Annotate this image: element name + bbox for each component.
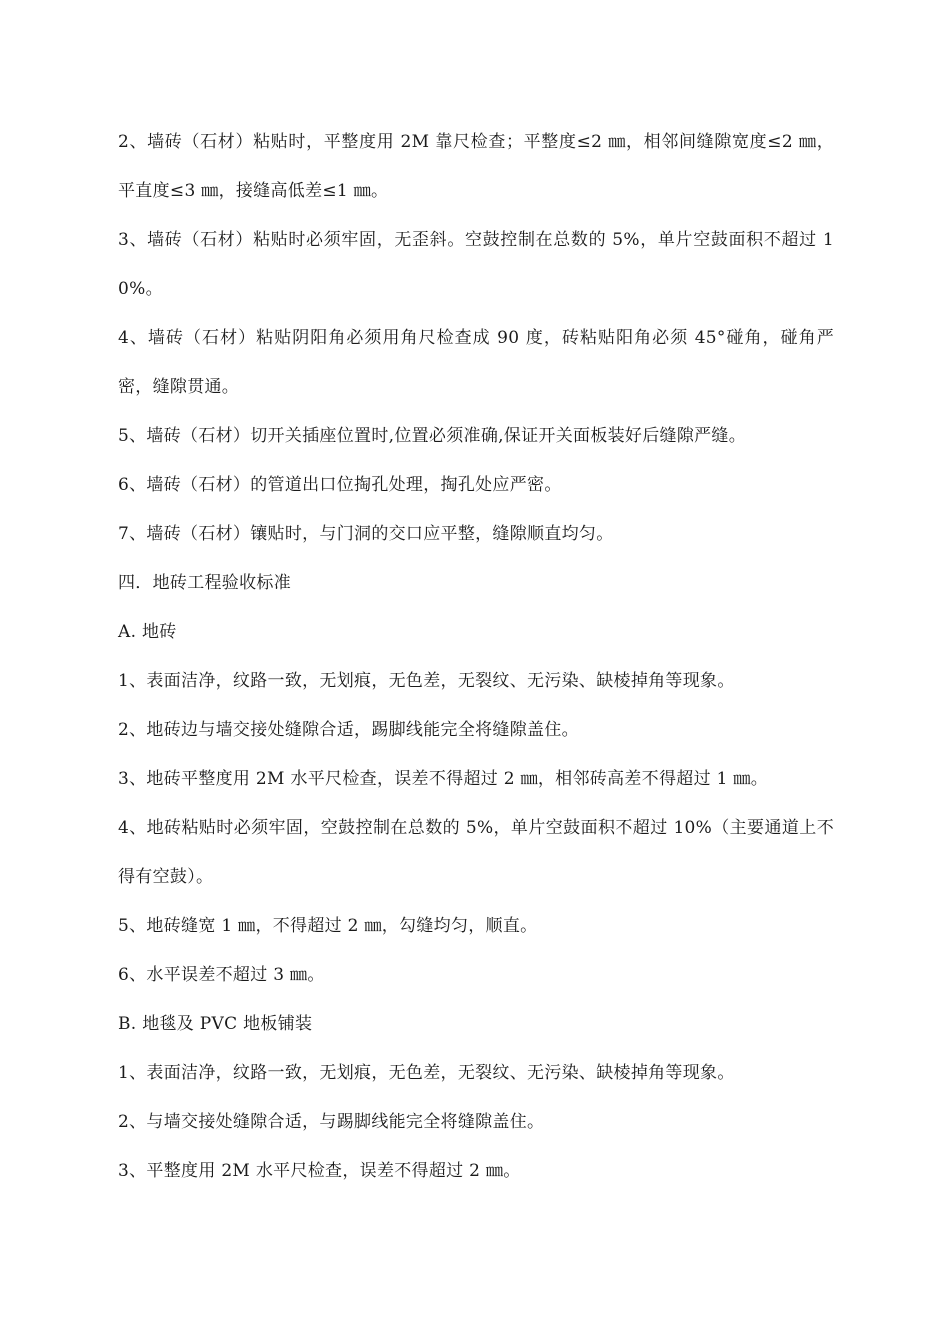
wall-item-6: 6、墙砖（石材）的管道出口位掏孔处理，掏孔处应严密。 [118, 475, 562, 495]
subsection-heading-b: B. 地毯及 PVC 地板铺装 [118, 1014, 313, 1034]
wall-item-2: 2、墙砖（石材）粘贴时，平整度用 2M 靠尺检查；平整度≤2 ㎜，相邻间缝隙宽度≤2 ㎜，平直度≤3 ㎜，接缝高低差≤1 ㎜。 [118, 132, 834, 201]
subsection-heading-a: A. 地砖 [118, 622, 177, 642]
wall-item-3: 3、墙砖（石材）粘贴时必须牢固，无歪斜。空鼓控制在总数的 5%，单片空鼓面积不超过 10%。 [118, 230, 834, 299]
floor-b-item-3: 3、平整度用 2M 水平尺检查，误差不得超过 2 ㎜。 [118, 1161, 521, 1181]
floor-a-item-5: 5、地砖缝宽 1 ㎜，不得超过 2 ㎜，勾缝均匀，顺直。 [118, 916, 538, 936]
wall-item-7: 7、墙砖（石材）镶贴时，与门洞的交口应平整，缝隙顺直均匀。 [118, 524, 614, 544]
wall-item-5: 5、墙砖（石材）切开关插座位置时,位置必须准确,保证开关面板装好后缝隙严缝。 [118, 426, 747, 446]
floor-a-item-3: 3、地砖平整度用 2M 水平尺检查，误差不得超过 2 ㎜，相邻砖高差不得超过 1 ㎜。 [118, 769, 768, 789]
floor-a-item-2: 2、地砖边与墙交接处缝隙合适，踢脚线能完全将缝隙盖住。 [118, 720, 579, 740]
floor-a-item-6: 6、水平误差不超过 3 ㎜。 [118, 965, 325, 985]
wall-item-4: 4、墙砖（石材）粘贴阴阳角必须用角尺检查成 90 度，砖粘贴阳角必须 45°碰角，碰角严密，缝隙贯通。 [118, 328, 834, 397]
floor-b-item-1: 1、表面洁净，纹路一致，无划痕，无色差，无裂纹、无污染、缺棱掉角等现象。 [118, 1063, 735, 1083]
floor-a-item-1: 1、表面洁净，纹路一致，无划痕，无色差，无裂纹、无污染、缺棱掉角等现象。 [118, 671, 735, 691]
document-page [118, 118, 834, 1196]
floor-b-item-2: 2、与墙交接处缝隙合适，与踢脚线能完全将缝隙盖住。 [118, 1112, 545, 1132]
section-heading-floor: 四．地砖工程验收标准 [118, 573, 291, 593]
floor-a-item-4: 4、地砖粘贴时必须牢固，空鼓控制在总数的 5%，单片空鼓面积不超过 10%（主要通道上不得有空鼓）。 [118, 818, 834, 887]
